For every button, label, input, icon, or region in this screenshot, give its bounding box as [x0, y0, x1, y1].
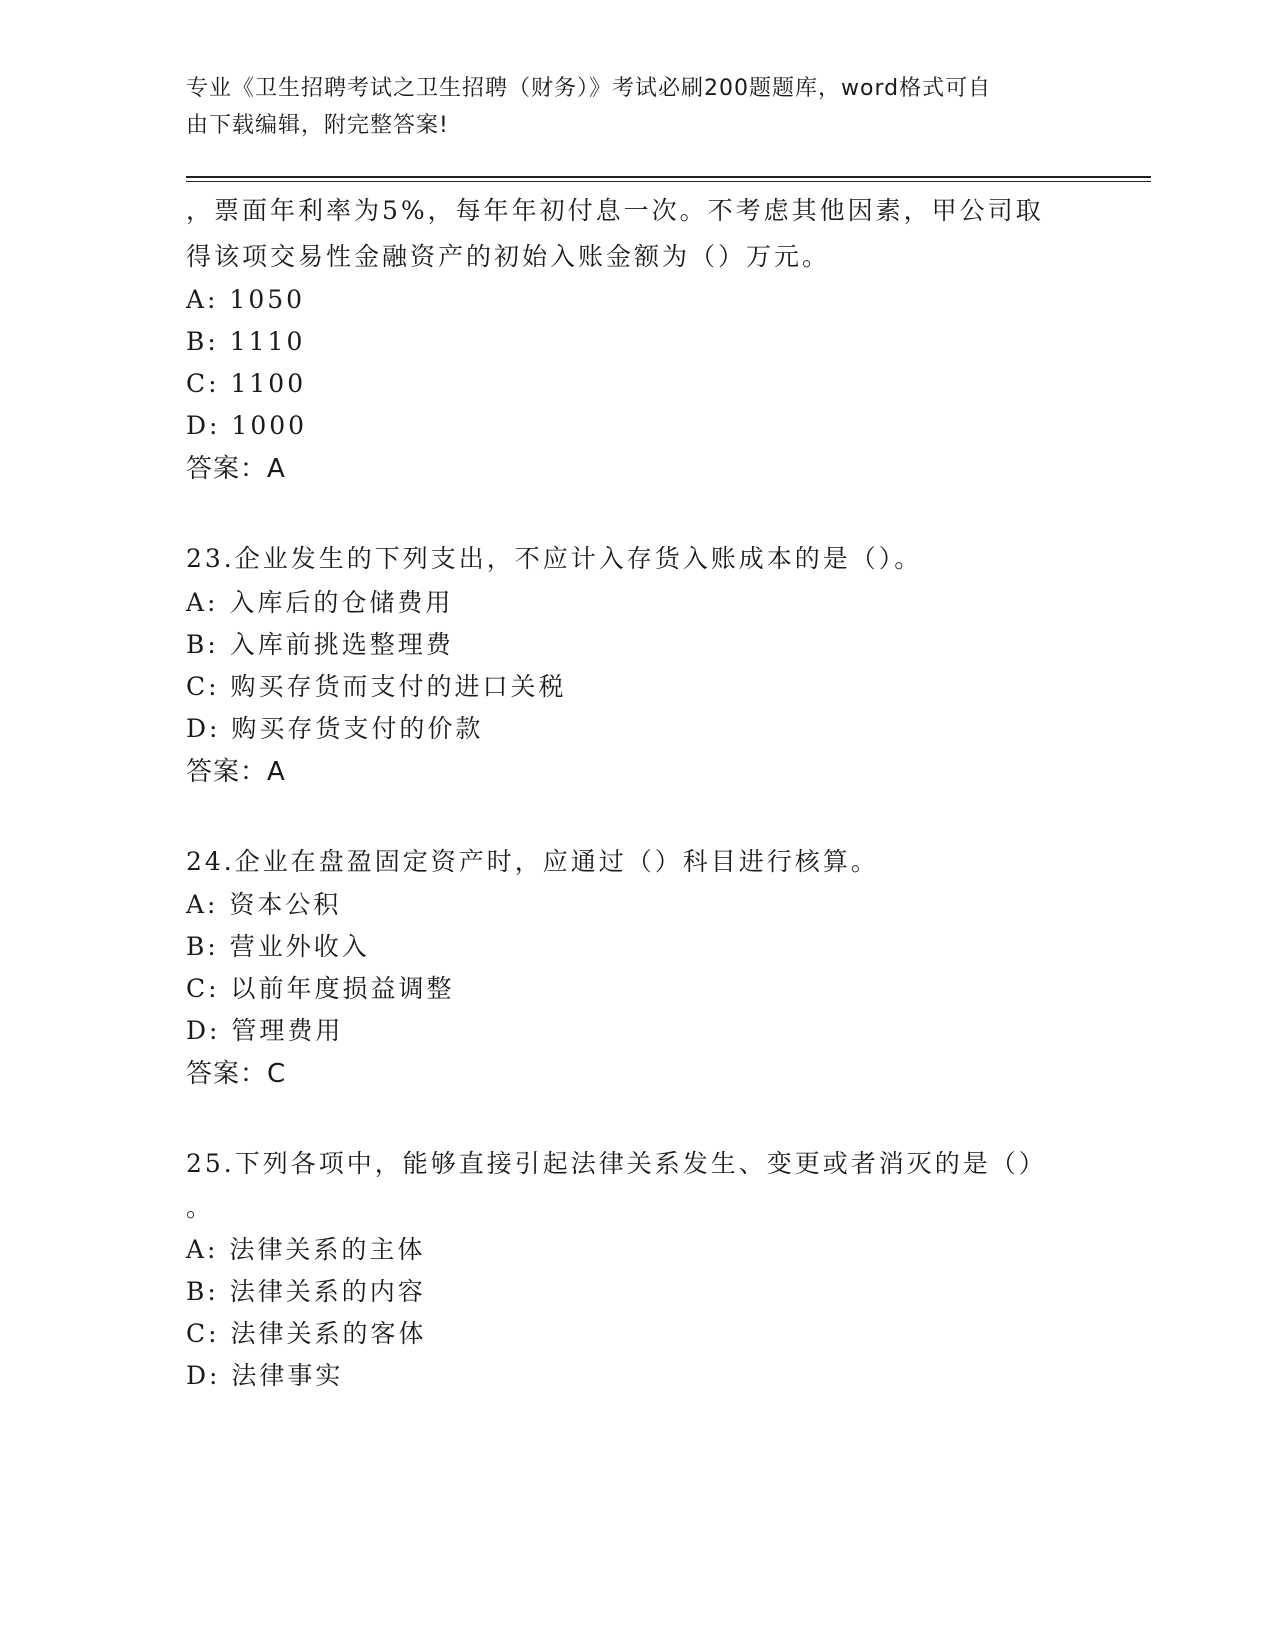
option-b: B: 营业外收入 — [186, 932, 370, 961]
option-a: A: 法律关系的主体 — [186, 1234, 426, 1264]
option-d: D: 购买存货支付的价款 — [186, 713, 484, 743]
option-a: A: 资本公积 — [186, 890, 342, 919]
question-22 — [186, 188, 1156, 491]
option-c: C: 法律关系的客体 — [186, 1318, 427, 1348]
option-a: A: 入库后的仓储费用 — [186, 587, 454, 617]
question-stem: 24.企业在盘盈固定资产时，应通过（）科目进行核算。 — [186, 846, 879, 876]
question-stem-line: 25.下列各项中，能够直接引起法律关系发生、变更或者消灭的是（） — [186, 1149, 1047, 1178]
question-stem-line: ，票面年利率为5%，每年年初付息一次。不考虑其他因素，甲公司取 — [186, 196, 1044, 225]
answer-line: 答案：C — [186, 1059, 287, 1089]
option-c: C: 1100 — [186, 369, 307, 398]
option-d: D: 法律事实 — [186, 1360, 344, 1390]
option-c: C: 购买存货而支付的进口关税 — [186, 671, 567, 701]
header-line-1: 专业《卫生招聘考试之卫生招聘（财务）》考试必刷200题题库，word格式可自 — [186, 76, 992, 101]
option-d: D: 管理费用 — [186, 1016, 344, 1045]
option-b: B: 1110 — [186, 327, 306, 356]
document-header — [186, 70, 1066, 144]
document-page — [186, 70, 1156, 1397]
question-stem-line: 。 — [186, 1192, 215, 1222]
question-stem-line: 得该项交易性金融资产的初始入账金额为（）万元。 — [186, 241, 831, 271]
option-d: D: 1000 — [186, 411, 308, 440]
answer-line: 答案：A — [186, 454, 286, 484]
option-b: B: 法律关系的内容 — [186, 1276, 426, 1306]
option-b: B: 入库前挑选整理费 — [186, 629, 454, 659]
question-23 — [186, 536, 1156, 794]
header-line-2: 由下载编辑，附完整答案! — [186, 113, 449, 138]
answer-line: 答案：A — [186, 756, 286, 787]
question-24 — [186, 839, 1156, 1097]
option-c: C: 以前年度损益调整 — [186, 974, 455, 1003]
question-stem: 23.企业发生的下列支出，不应计入存货入账成本的是（）。 — [186, 544, 923, 573]
question-25 — [186, 1141, 1156, 1397]
option-a: A: 1050 — [186, 285, 306, 314]
